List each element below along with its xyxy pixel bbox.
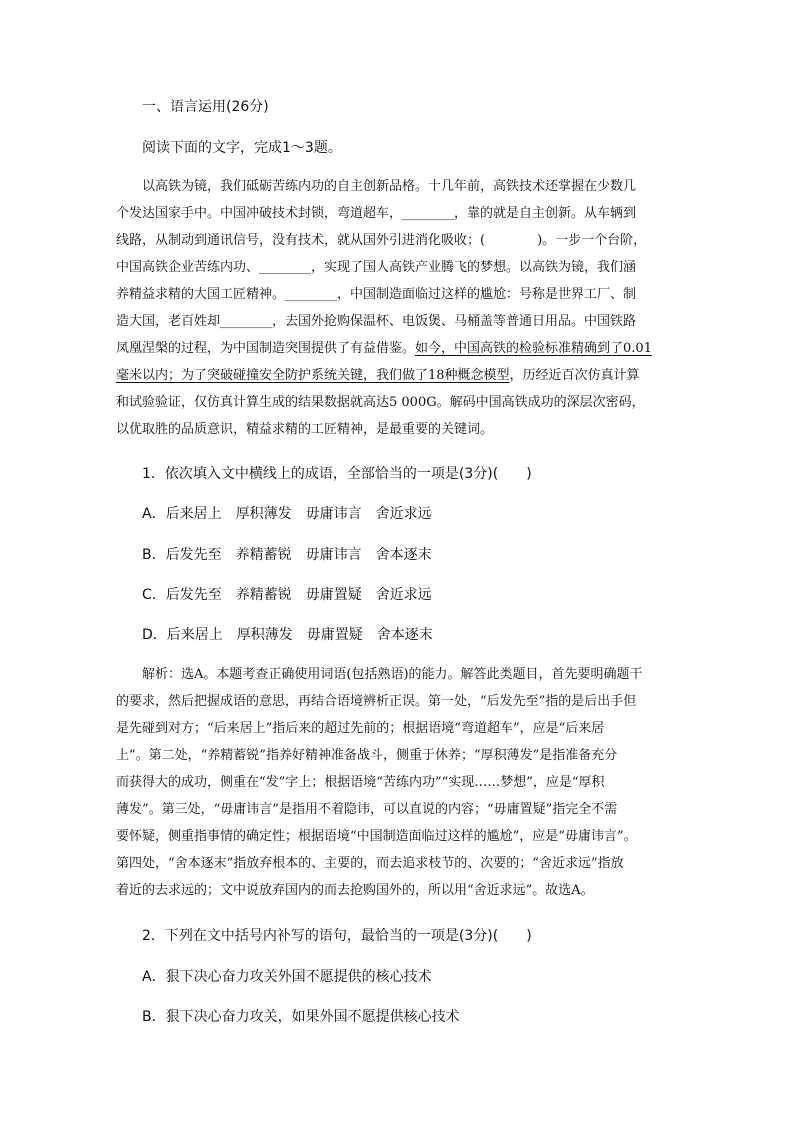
question-2-option-a: A．狠下决心奋力攻关外国不愿提供的核心技术 [142,969,432,985]
analysis-text: 要怀疑，侧重指事情的确定性；根据语境“中国制造面临过这样的尴尬”，应是“毋庸讳言”。 [116,829,637,844]
passage-text: 毫米以内；为了突破碰撞安全防护系统关键，我们做了18种概念模型 [116,368,510,383]
passage-line [116,362,680,389]
reading-passage [116,173,680,443]
passage-text: 线路，从制动到通讯信号，没有技术，就从国外引进消化吸收；( )。一步一个台阶， [116,233,647,248]
passage-line [116,254,680,281]
analysis-line [116,742,680,769]
passage-line [116,416,680,443]
analysis-text: 上”。第二处，“养精蓄锐”指养好精神准备战斗，侧重于休养；“厚积薄发”是指准备充分 [116,748,618,763]
question-1-option-b: B．后发先至 养精蓄锐 毋庸讳言 舍本逐末 [142,547,432,563]
analysis-text: 着近的去求远的；文中说放弃国内的而去抢购国外的，所以用“舍近求远”。故选A。 [116,883,594,898]
analysis-text: 薄发”。第三处，“毋庸讳言”是指用不着隐讳，可以直说的内容；“毋庸置疑”指完全不需 [116,802,618,817]
question-2-option-b: B．狠下决心奋力攻关，如果外国不愿提供核心技术 [142,1009,460,1025]
passage-text: 凤凰涅槃的过程，为中国制造突围提供了有益借鉴。 [116,341,416,356]
passage-line [116,389,680,416]
section-title: 一、语言运用(26分) [142,99,269,115]
passage-text: 中国高铁企业苦练内功、________，实现了国人高铁产业腾飞的梦想。以高铁为镜，我们涵 [116,260,637,275]
passage-text: 以优取胜的品质意识，精益求精的工匠精神，是最重要的关键词。 [116,422,494,437]
analysis-text: 而获得大的成功，侧重在“发”字上；根据语境“苦练内功”“实现……梦想”，应是“厚积 [116,775,605,790]
passage-line [116,281,680,308]
question-1-option-d: D．后来居上 厚积薄发 毋庸置疑 舍本逐末 [142,627,433,643]
question-2-stem: 2．下列在文中括号内补写的语句，最恰当的一项是(3分)( ) [142,928,532,944]
passage-line [116,308,680,335]
passage-line [116,335,680,362]
reading-instruction: 阅读下面的文字，完成1～3题。 [142,140,342,156]
passage-line [116,173,680,200]
passage-text: ，历经近百次仿真计算 [509,368,640,383]
question-1-option-c: C．后发先至 养精蓄锐 毋庸置疑 舍近求远 [142,587,432,603]
question-1-stem: 1．依次填入文中横线上的成语，全部恰当的一项是(3分)( ) [142,466,532,482]
answer-analysis [116,661,680,904]
analysis-text: 第四处，“舍本逐末”指放弃根本的、主要的，而去追求枝节的、次要的；“舍近求远”指放 [116,856,624,871]
analysis-text: 解析：选A。本题考查正确使用词语(包括熟语)的能力。解答此类题目，首先要明确题干 [142,667,643,682]
analysis-line [116,877,680,904]
analysis-line [116,769,680,796]
passage-text: 以高铁为镜，我们砥砺苦练内功的自主创新品格。十几年前，高铁技术还掌握在少数几 [142,179,637,194]
passage-line [116,200,680,227]
passage-text: 养精益求精的大国工匠精神。________，中国制造面临过这样的尴尬：号称是世界工厂、制 [116,287,637,302]
analysis-text: 的要求，然后把握成语的意思，再结合语境辨析正误。第一处，“后发先至”指的是后出手但 [116,694,637,709]
passage-line [116,227,680,254]
passage-text: 和试验验证，仅仿真计算生成的结果数据就高达5 000G。解码中国高铁成功的深层次密码， [116,395,645,410]
analysis-line [116,823,680,850]
passage-text: 如今，中国高铁的检验标准精确到了0.01 [415,341,652,356]
passage-text: 个发达国家手中。中国冲破技术封锁，弯道超车，________，靠的就是自主创新。从车辆到 [116,206,637,221]
passage-text: 造大国，老百姓却________，去国外抢购保温杯、电饭煲、马桶盖等普通日用品。中国铁路 [116,314,637,329]
analysis-line [116,661,680,688]
analysis-line [116,688,680,715]
question-1-option-a: A．后来居上 厚积薄发 毋庸讳言 舍近求远 [142,506,432,522]
analysis-line [116,850,680,877]
analysis-line [116,796,680,823]
analysis-text: 是先碰到对方；“后来居上”指后来的超过先前的；根据语境“弯道超车”，应是“后来居 [116,721,605,736]
analysis-line [116,715,680,742]
